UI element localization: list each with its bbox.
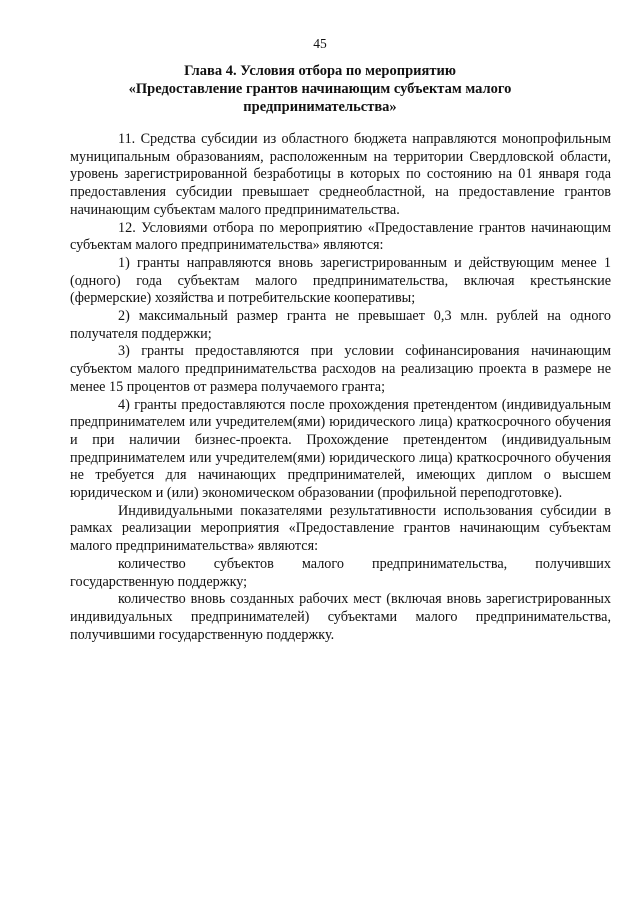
document-body xyxy=(70,131,611,644)
chapter-title-line-3: предпринимательства» xyxy=(243,99,397,115)
paragraph-11: 11. Средства субсидии из областного бюджета направляются монопрофильным муниципальным образованиям, расположенным на территории Свердловской области, уровень зарегистрированной безработицы в которых по состоянию на 01 января года предоставления субсидии превышает среднеобластной, на предоставление грантов начинающим субъектам малого предпринимательства. xyxy=(70,131,611,218)
condition-3: 3) гранты предоставляются при условии софинансирования начинающим субъектом малого предпринимательства расходов на реализацию проекта в размере не менее 15 процентов от размера получаемого гранта; xyxy=(70,343,611,395)
condition-4: 4) гранты предоставляются после прохождения претендентом (индивидуальным предпринимателем или учредителем(ями) юридического лица) краткосрочного обучения и при наличии бизнес-проекта. Прохождение претендентом (индивидуальным предпринимателем или учредителем(ями) юридического лица) краткосрочного обучения не требуется для начинающих предпринимателей, имеющих диплом о высшем юридическом и (или) экономическом образовании (профильной переподготовке). xyxy=(70,396,611,502)
indicator-1: количество субъектов малого предпринимательства, получивших государственную поддержку; xyxy=(70,555,611,590)
condition-1: 1) гранты направляются вновь зарегистрированным и действующим менее 1 (одного) года субъектам малого предпринимательства, включая крестьянские (фермерские) хозяйства и потребительские кооперативы; xyxy=(70,254,611,307)
chapter-title-line-2: «Предоставление грантов начинающим субъектам малого xyxy=(128,81,512,97)
page-number: 45 xyxy=(313,36,327,51)
chapter-title-line-1: Глава 4. Условия отбора по мероприятию xyxy=(184,63,456,79)
paragraph-12: 12. Условиями отбора по мероприятию «Предоставление грантов начинающим субъектам малого предпринимательства» являются: xyxy=(70,219,611,254)
indicator-2: количество вновь созданных рабочих мест (включая вновь зарегистрированных индивидуальных предпринимателей) субъектами малого предпринимательства, получившими государственную поддержку. xyxy=(70,591,611,643)
indicators-intro: Индивидуальными показателями результативности использования субсидии в рамках реализации мероприятия «Предоставление грантов начинающим субъектам малого предпринимательства» являются: xyxy=(70,502,611,555)
chapter-heading xyxy=(100,62,540,116)
condition-2: 2) максимальный размер гранта не превышает 0,3 млн. рублей на одного получателя поддержки; xyxy=(70,308,611,342)
